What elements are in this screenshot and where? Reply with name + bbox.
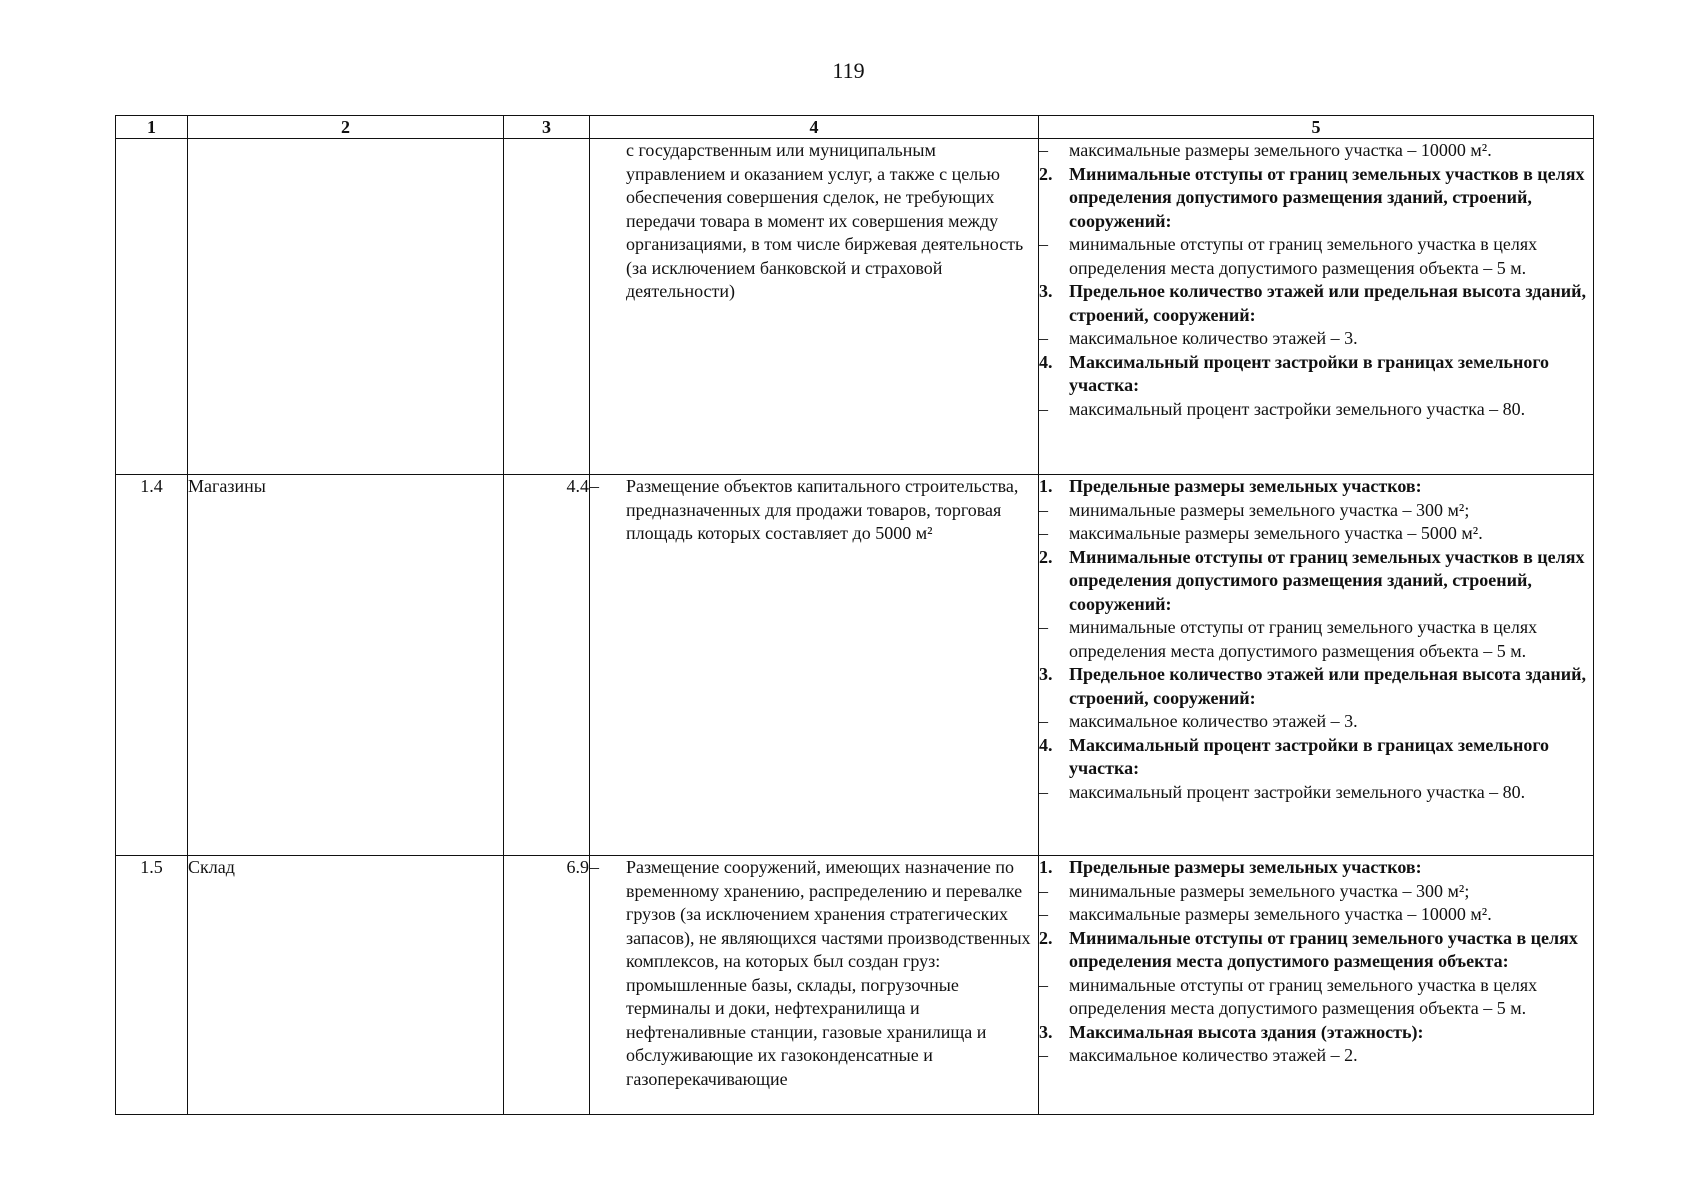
param-heading [1039, 734, 1593, 781]
param-heading [1039, 163, 1593, 234]
param-item [1039, 616, 1593, 663]
zoning-table [115, 115, 1594, 1115]
param-text: Предельное количество этажей или предельная высота зданий, строений, сооружений: [1069, 281, 1587, 325]
param-text: минимальные отступы от границ земельного участка в целях определения места допустимого размещения объекта – 5 м. [1069, 974, 1538, 1018]
param-item [1039, 903, 1593, 927]
param-heading [1039, 475, 1593, 499]
col-header-1: 1 [116, 116, 188, 139]
param-item [1039, 139, 1593, 163]
row-description-cell [590, 139, 1039, 475]
row-number: 1.5 [116, 856, 188, 1115]
param-marker: – [1039, 904, 1048, 924]
row-number: 1.4 [116, 475, 188, 856]
param-marker: 2. [1039, 546, 1053, 567]
col-header-3: 3 [504, 116, 590, 139]
param-item [1039, 398, 1593, 422]
param-item [1039, 327, 1593, 351]
param-item [1039, 710, 1593, 734]
param-item [1039, 233, 1593, 280]
param-text: максимальные размеры земельного участка – 10000 м². [1069, 904, 1492, 924]
param-text: максимальный процент застройки земельного участка – 80. [1069, 781, 1526, 802]
row-description: Размещение сооружений, имеющих назначение по временному хранению, распределению и перевалке грузов (за исключением хранения стратегических запасов), не являющихся частями производственных комплексов, на которых был создан груз: промышленные базы, склады, погрузочные терминалы и доки, нефтехранилища и нефтеналивные станции, газовые хранилища и обслуживающие их газоконденсатные и газоперекачивающие [626, 857, 1031, 1089]
col-header-2: 2 [188, 116, 504, 139]
param-marker: – [1039, 234, 1048, 254]
param-item [1039, 1044, 1593, 1068]
param-heading [1039, 546, 1593, 617]
page-number: 119 [832, 58, 865, 83]
param-text: максимальные размеры земельного участка – 10000 м². [1069, 140, 1492, 160]
param-marker: – [1039, 523, 1048, 543]
param-text: минимальные размеры земельного участка – 300 м²; [1069, 880, 1470, 901]
table-row [116, 139, 1594, 475]
param-heading [1039, 351, 1593, 398]
param-text: минимальные размеры земельного участка – 300 м²; [1069, 499, 1470, 520]
row-description: Размещение объектов капитального строительства, предназначенных для продажи товаров, торговая площадь которых составляет до 5000 м² [626, 476, 1019, 543]
param-text: Предельные размеры земельных участков: [1069, 476, 1422, 496]
param-item [1039, 880, 1593, 904]
row-code [504, 139, 590, 475]
param-heading [1039, 280, 1593, 327]
row-description-cell [590, 475, 1039, 856]
param-marker: 2. [1039, 927, 1053, 948]
param-text: минимальные отступы от границ земельного участка в целях определения места допустимого размещения объекта – 5 м. [1069, 234, 1538, 278]
param-heading [1039, 856, 1593, 880]
param-text: максимальные размеры земельного участка – 5000 м². [1069, 523, 1483, 543]
param-marker: – [1039, 974, 1048, 995]
param-text: Минимальные отступы от границ земельных участков в целях определения допустимого размещения зданий, строений, сооружений: [1069, 546, 1585, 614]
row-code: 6.9 [504, 856, 590, 1115]
param-heading [1039, 927, 1593, 974]
row-code: 4.4 [504, 475, 590, 856]
param-marker: 4. [1039, 351, 1053, 372]
param-text: Максимальная высота здания (этажность): [1069, 1021, 1424, 1042]
col-header-5: 5 [1039, 116, 1594, 139]
param-text: максимальное количество этажей – 3. [1069, 328, 1358, 348]
param-marker: – [1039, 781, 1048, 802]
param-item [1039, 522, 1593, 546]
param-marker: – [1039, 617, 1048, 637]
row-params [1039, 856, 1594, 1115]
param-text: минимальные отступы от границ земельного участка в целях определения места допустимого размещения объекта – 5 м. [1069, 617, 1538, 661]
param-heading [1039, 663, 1593, 710]
param-marker: 3. [1039, 1021, 1053, 1042]
desc-dash: – [590, 476, 599, 496]
table-row [116, 475, 1594, 856]
param-text: Предельное количество этажей или предельная высота зданий, строений, сооружений: [1069, 664, 1587, 708]
col-header-4: 4 [590, 116, 1039, 139]
row-description-cell [590, 856, 1039, 1115]
row-params [1039, 475, 1594, 856]
row-name: Магазины [188, 475, 504, 856]
param-marker: 3. [1039, 281, 1053, 301]
param-marker: – [1039, 711, 1048, 731]
param-item [1039, 974, 1593, 1021]
param-marker: 1. [1039, 476, 1053, 496]
param-marker: – [1039, 328, 1048, 348]
param-marker: – [1039, 880, 1048, 901]
param-marker: – [1039, 499, 1048, 520]
row-description: с государственным или муниципальным управлением и оказанием услуг, а также с целью обеспечения совершения сделок, не требующих передачи товара в момент их совершения между организациями, в том числе биржевая деятельность (за исключением банковской и страховой деятельности) [626, 140, 1024, 301]
param-text: максимальный процент застройки земельного участка – 80. [1069, 398, 1526, 419]
param-text: Предельные размеры земельных участков: [1069, 857, 1422, 877]
param-marker: 3. [1039, 664, 1053, 684]
param-marker: 1. [1039, 857, 1053, 877]
param-marker: – [1039, 140, 1048, 160]
row-params [1039, 139, 1594, 475]
param-text: максимальное количество этажей – 2. [1069, 1045, 1358, 1065]
row-name: Склад [188, 856, 504, 1115]
param-marker: – [1039, 398, 1048, 419]
param-marker: 4. [1039, 734, 1053, 755]
param-item [1039, 499, 1593, 523]
param-marker: – [1039, 1045, 1048, 1065]
desc-dash: – [590, 857, 599, 877]
param-marker: 2. [1039, 163, 1053, 184]
param-item [1039, 781, 1593, 805]
desc-dash [590, 139, 626, 304]
param-text: Максимальный процент застройки в границах земельного участка: [1069, 351, 1550, 395]
row-number [116, 139, 188, 475]
param-heading [1039, 1021, 1593, 1045]
param-text: Максимальный процент застройки в границах земельного участка: [1069, 734, 1550, 778]
param-text: Минимальные отступы от границ земельного участка в целях определения места допустимого размещения объекта: [1069, 927, 1578, 971]
row-name [188, 139, 504, 475]
param-text: максимальное количество этажей – 3. [1069, 711, 1358, 731]
table-row [116, 856, 1594, 1115]
header-row [116, 116, 1594, 139]
param-text: Минимальные отступы от границ земельных участков в целях определения допустимого размещения зданий, строений, сооружений: [1069, 163, 1585, 231]
